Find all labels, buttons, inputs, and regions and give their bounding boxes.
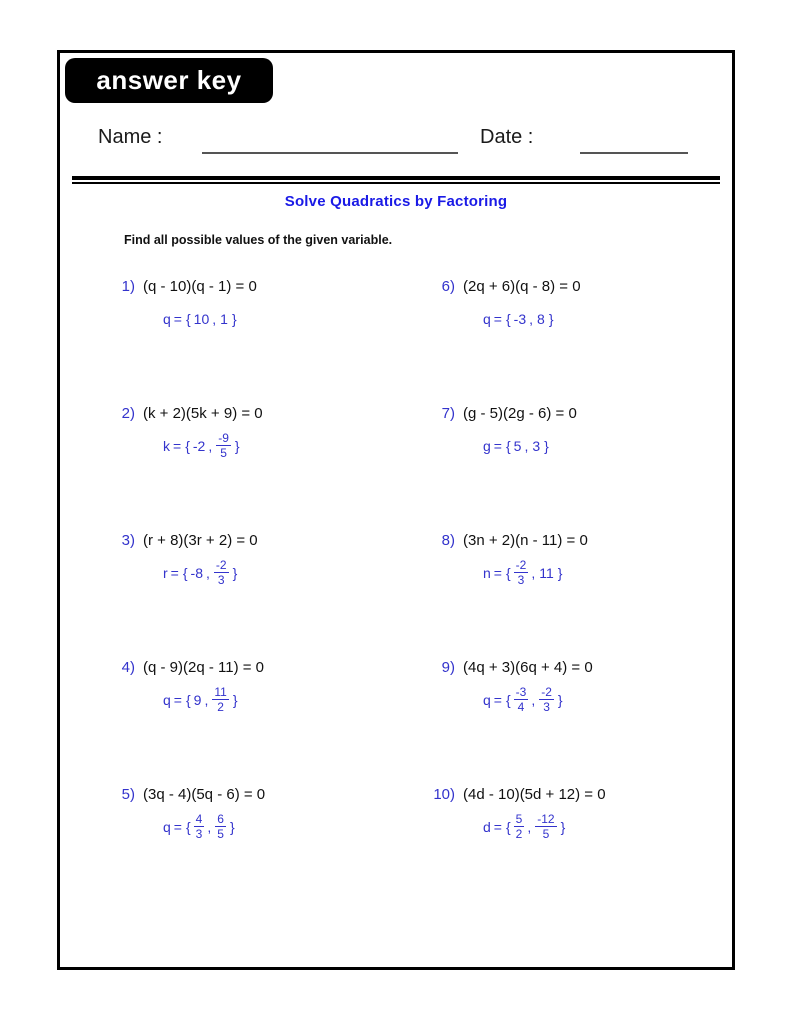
answer-fraction: [216, 432, 231, 459]
fraction-denominator: 2: [515, 826, 523, 841]
answer-open-brace: {: [185, 692, 191, 708]
problem-equation: (k + 2)(5k + 9) = 0: [143, 405, 263, 422]
answer-open-brace: {: [185, 311, 191, 327]
problem-item: [425, 659, 745, 714]
problem-answer: [163, 308, 237, 330]
name-date-row: [60, 121, 732, 161]
problem-answer: [483, 811, 566, 841]
fraction-denominator: 5: [542, 826, 550, 841]
answer-equals-sign: =: [173, 692, 182, 708]
problem-item: [105, 278, 425, 327]
fraction-numerator: 6: [217, 811, 224, 826]
answer-variable: r: [163, 565, 168, 581]
problem-statement: [105, 532, 425, 556]
problem-item: [105, 659, 425, 714]
problem-equation: (3n + 2)(n - 11) = 0: [463, 532, 588, 549]
answer-variable: q: [163, 692, 171, 708]
answer-value: -8: [190, 565, 203, 581]
answer-fraction: [212, 686, 228, 713]
problem-item: [425, 278, 745, 327]
fraction-numerator: -9: [218, 430, 229, 445]
answer-equals-sign: =: [493, 692, 502, 708]
problem-number: 3): [121, 532, 135, 549]
answer-key-badge: answer key: [65, 58, 273, 103]
problem-number: 2): [121, 405, 135, 422]
answer-close-brace: }: [234, 438, 240, 454]
problem-answer: [163, 811, 235, 841]
problem-statement: [425, 405, 745, 429]
problem-statement: [425, 786, 745, 810]
answer-variable: d: [483, 819, 491, 835]
problem-answer: [163, 684, 238, 714]
date-input-line[interactable]: [580, 152, 688, 154]
answer-variable: q: [163, 311, 171, 327]
answer-equals-sign: =: [173, 819, 182, 835]
answer-close-brace: }: [548, 311, 554, 327]
answer-value: 5: [513, 438, 522, 454]
answer-open-brace: {: [505, 438, 511, 454]
problem-item: [105, 532, 425, 587]
answer-open-brace: {: [185, 438, 190, 454]
problem-number: 6): [441, 278, 455, 295]
fraction-numerator: 11: [214, 684, 227, 699]
answer-value: -3: [513, 311, 527, 327]
answer-value: -2: [192, 438, 206, 454]
answer-close-brace: }: [544, 438, 549, 454]
problem-answer: [163, 430, 240, 460]
answer-fraction: [214, 559, 229, 586]
problem-equation: (q - 10)(q - 1) = 0: [143, 278, 257, 295]
problem-statement: [105, 786, 425, 810]
answer-separator: ,: [527, 819, 532, 835]
problem-statement: [425, 532, 745, 556]
fraction-denominator: 3: [543, 699, 550, 714]
problem-number: 5): [121, 786, 135, 803]
directions-text: Find all possible values of the given variable.: [124, 233, 393, 247]
answer-close-brace: }: [231, 311, 237, 327]
answer-variable: n: [483, 565, 491, 581]
page-title: Solve Quadratics by Factoring: [284, 193, 508, 210]
answer-equals-sign: =: [493, 565, 502, 581]
answer-value: 8: [537, 311, 545, 327]
problem-answer: [163, 557, 238, 587]
problem-equation: (g - 5)(2g - 6) = 0: [463, 405, 577, 422]
problem-number: 4): [121, 659, 135, 676]
problem-item: [105, 786, 425, 841]
answer-open-brace: {: [505, 692, 511, 708]
problem-answer: [483, 435, 549, 457]
answer-fraction: [535, 813, 556, 840]
answer-equals-sign: =: [493, 438, 502, 454]
answer-fraction: [514, 686, 529, 713]
answer-close-brace: }: [557, 692, 563, 708]
fraction-numerator: -3: [515, 684, 527, 699]
problem-answer: [483, 684, 563, 714]
problem-equation: (4q + 3)(6q + 4) = 0: [463, 659, 593, 676]
name-label: Name :: [98, 126, 163, 148]
answer-fraction: [215, 813, 226, 840]
answer-open-brace: {: [505, 565, 511, 581]
answer-variable: q: [483, 692, 491, 708]
fraction-denominator: 3: [195, 826, 203, 841]
problem-answer: [483, 557, 563, 587]
answer-separator: ,: [524, 438, 529, 454]
problem-equation: (2q + 6)(q - 8) = 0: [463, 278, 581, 295]
problem-statement: [105, 278, 425, 302]
answer-fraction: [539, 686, 554, 713]
problem-number: 7): [441, 405, 455, 422]
fraction-denominator: 3: [217, 572, 225, 587]
fraction-numerator: -2: [515, 557, 527, 572]
fraction-denominator: 5: [220, 445, 227, 460]
answer-value: 3: [532, 438, 541, 454]
fraction-denominator: 2: [217, 699, 224, 714]
problem-equation: (3q - 4)(5q - 6) = 0: [143, 786, 266, 803]
answer-separator: ,: [531, 565, 536, 581]
answer-open-brace: {: [505, 311, 511, 327]
problem-statement: [105, 405, 425, 429]
answer-variable: q: [483, 311, 491, 327]
answer-separator: ,: [529, 311, 534, 327]
answer-variable: g: [483, 438, 491, 454]
problem-number: 1): [121, 278, 135, 295]
fraction-denominator: 3: [517, 572, 525, 587]
answer-separator: ,: [531, 692, 536, 708]
answer-variable: k: [163, 438, 170, 454]
problem-item: [425, 405, 745, 454]
problem-number: 9): [441, 659, 455, 676]
problem-number: 8): [441, 532, 455, 549]
answer-equals-sign: =: [173, 438, 182, 454]
fraction-numerator: -2: [215, 557, 227, 572]
problem-item: [425, 532, 745, 587]
fraction-numerator: -2: [541, 684, 552, 699]
answer-close-brace: }: [229, 819, 235, 835]
answer-value: 11: [539, 565, 554, 581]
answer-separator: ,: [206, 565, 210, 581]
answer-fraction: [194, 813, 205, 840]
problem-item: [425, 786, 745, 841]
problem-equation: (4d - 10)(5d + 12) = 0: [463, 786, 606, 803]
name-input-line[interactable]: [202, 152, 458, 154]
problem-answer: [483, 308, 554, 330]
answer-close-brace: }: [232, 692, 238, 708]
answer-equals-sign: =: [493, 819, 502, 835]
answer-fraction: [514, 559, 529, 586]
worksheet-sheet: [57, 50, 735, 970]
problem-statement: [425, 659, 745, 683]
fraction-numerator: -12: [537, 811, 555, 826]
problem-grid: [60, 278, 732, 938]
answer-open-brace: {: [185, 819, 191, 835]
answer-fraction: [514, 813, 525, 840]
answer-separator: ,: [207, 819, 212, 835]
answer-value: 10: [193, 311, 210, 327]
answer-close-brace: }: [232, 565, 238, 581]
answer-value: 9: [193, 692, 202, 708]
answer-equals-sign: =: [170, 565, 179, 581]
header-divider: [72, 176, 720, 184]
answer-separator: ,: [204, 692, 209, 708]
problem-number: 10): [433, 786, 455, 803]
fraction-denominator: 5: [217, 826, 224, 841]
fraction-numerator: 4: [195, 811, 203, 826]
problem-equation: (q - 9)(2q - 11) = 0: [143, 659, 265, 676]
answer-value: 1: [220, 311, 228, 327]
date-label: Date :: [480, 126, 534, 148]
problem-item: [105, 405, 425, 460]
fraction-denominator: 4: [517, 699, 525, 714]
answer-variable: q: [163, 819, 171, 835]
answer-open-brace: {: [505, 819, 511, 835]
problem-equation: (r + 8)(3r + 2) = 0: [143, 532, 258, 549]
problem-statement: [425, 278, 745, 302]
answer-open-brace: {: [182, 565, 188, 581]
answer-separator: ,: [212, 311, 217, 327]
answer-close-brace: }: [557, 565, 563, 581]
answer-equals-sign: =: [493, 311, 502, 327]
answer-separator: ,: [208, 438, 213, 454]
problem-statement: [105, 659, 425, 683]
fraction-numerator: 5: [515, 811, 523, 826]
answer-equals-sign: =: [173, 311, 182, 327]
answer-close-brace: }: [560, 819, 566, 835]
